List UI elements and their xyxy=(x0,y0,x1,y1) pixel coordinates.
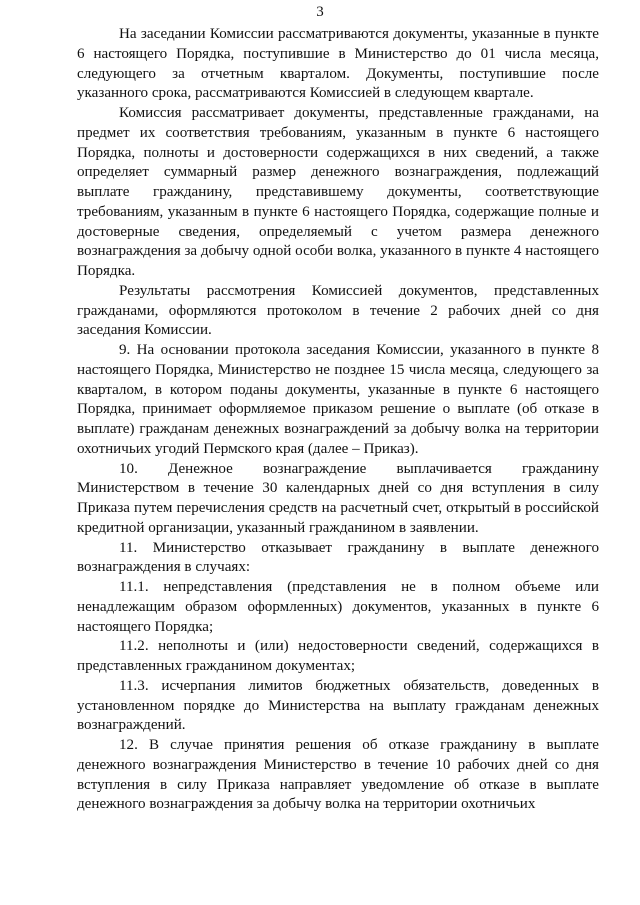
paragraph-item-12: 12. В случае принятия решения об отказе гражданину в выплате денежного вознаграждения Министерство в течение 10 рабочих дней со дня вступления в силу Приказа направляет уведомление об отказе в выплате денежного вознаграждения за добычу волка на территории охотничьих xyxy=(77,737,599,813)
paragraph-review-results: Результаты рассмотрения Комиссией документов, представленных гражданами, оформляются протоколом в течение 2 рабочих дней со дня заседания Комиссии. xyxy=(77,282,599,339)
document-body xyxy=(77,25,599,815)
paragraph-item-10: 10. Денежное вознаграждение выплачивается гражданину Министерством в течение 30 календарных дней со дня вступления в силу Приказа путем перечисления средств на расчетный счет, открытый в российской кредитной организации, указанный гражданином в заявлении. xyxy=(77,460,599,536)
paragraph-item-11-3: 11.3. исчерпания лимитов бюджетных обязательств, доведенных в установленном порядке до Министерства на выплату гражданам денежных вознаграждений. xyxy=(77,677,599,734)
paragraph-commission-meeting: На заседании Комиссии рассматриваются документы, указанные в пункте 6 настоящего Порядка, поступившие в Министерство до 01 числа месяца, следующего за отчетным кварталом. Документы, поступившие после указанного срока, рассматриваются Комиссией в следующем квартале. xyxy=(77,26,599,102)
paragraph-item-11-2: 11.2. неполноты и (или) недостоверности сведений, содержащихся в представленных гражданином документах; xyxy=(77,638,599,674)
paragraph-item-11: 11. Министерство отказывает гражданину в выплате денежного вознаграждения в случаях: xyxy=(77,539,599,576)
paragraph-commission-review: Комиссия рассматривает документы, представленные гражданами, на предмет их соответствия требованиям, указанным в пункте 6 настоящего Порядка, полноты и достоверности содержащихся в них сведений, а также определяет суммарный размер денежного вознаграждения, подлежащий выплате гражданину, представившему документы, соответствующие требованиям, указанным в пункте 6 настоящего Порядка, содержащие полные и достоверные сведения, определяемый с учетом размера денежного вознаграждения за добычу одной особи волка, указанного в пункте 4 настоящего Порядка. xyxy=(77,105,599,279)
page-number: 3 xyxy=(316,4,324,20)
paragraph-item-9: 9. На основании протокола заседания Комиссии, указанного в пункте 8 настоящего Порядка, Министерство не позднее 15 числа месяца, следующего за кварталом, в котором поданы документы, указанные в пункте 6 настоящего Порядка, принимает оформляемое приказом решение о выплате (об отказе в выплате) гражданам денежных вознаграждений за добычу волка на территории охотничьих угодий Пермского края (далее – Приказ). xyxy=(77,342,599,457)
paragraph-item-11-1: 11.1. непредставления (представления не в полном объеме или ненадлежащим образом оформленных) документов, указанных в пункте 6 настоящего Порядка; xyxy=(77,579,599,635)
